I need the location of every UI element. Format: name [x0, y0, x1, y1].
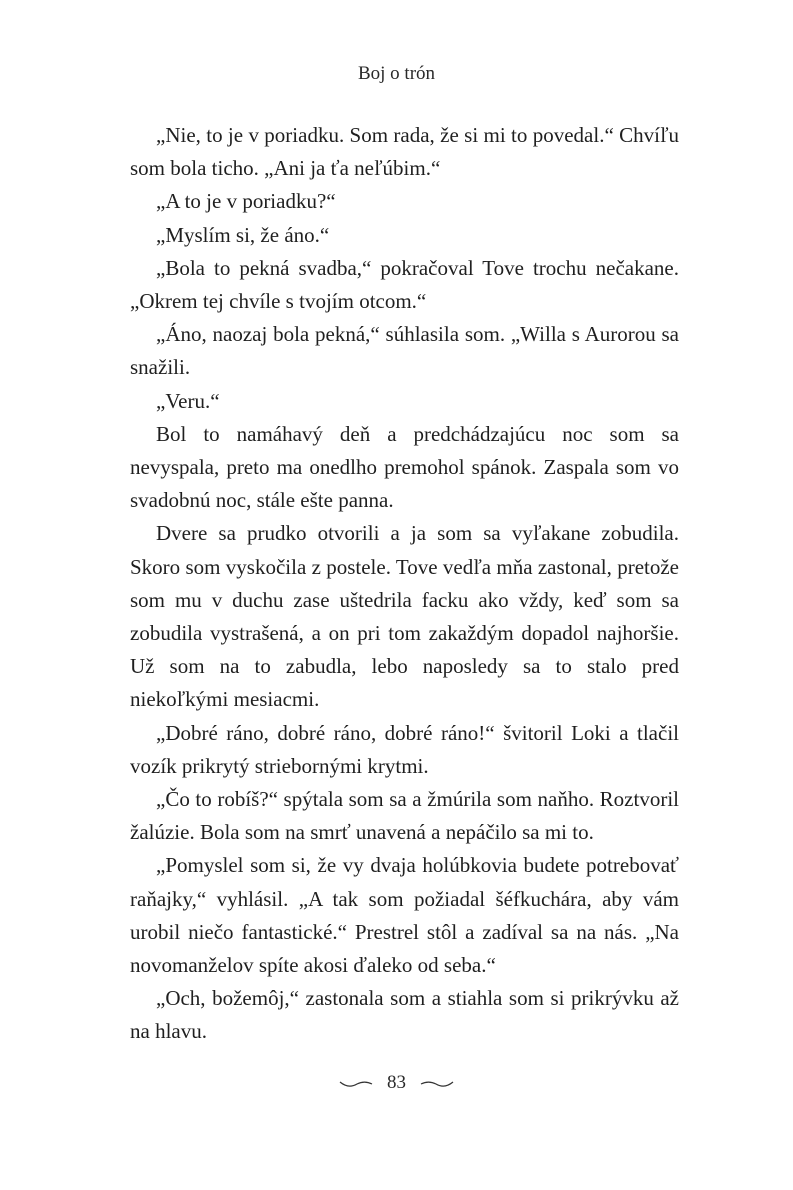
paragraph-9: „Dobré ráno, dobré ráno, dobré ráno!“ švitoril Loki a tlačil vozík prikrytý striebornými krytmi.	[130, 720, 679, 778]
paragraph-7: Bol to namáhavý deň a predchádzajúcu noc som sa nevyspala, preto ma onedlho premohol spánok. Zaspala som vo svadobnú noc, stále ešte panna.	[130, 421, 679, 513]
paragraph-5: „Áno, naozaj bola pekná,“ súhlasila som. „Willa s Aurorou sa snažili.	[130, 322, 679, 380]
paragraph-1: „Nie, to je v poriadku. Som rada, že si mi to povedal.“ Chvíľu som bola ticho. „Ani ja ťa neľúbim.“	[130, 123, 679, 181]
page-footer	[0, 1068, 793, 1098]
paragraph-3: „Myslím si, že áno.“	[156, 222, 330, 247]
paragraph-6: „Veru.“	[156, 388, 220, 413]
paragraph-10: „Čo to robíš?“ spýtala som sa a žmúrila som naňho. Roztvoril žalúzie. Bola som na smrť unavená a nepáčilo sa mi to.	[130, 787, 679, 845]
paragraph-2: „A to je v poriadku?“	[156, 189, 336, 214]
paragraph-4: „Bola to pekná svadba,“ pokračoval Tove trochu nečakane. „Okrem tej chvíle s tvojím otcom.“	[130, 255, 679, 314]
page-number: 83	[387, 1072, 406, 1093]
running-header	[0, 62, 793, 86]
right-swash-ornament	[420, 1078, 454, 1088]
body-text	[130, 119, 679, 1049]
paragraph-8: Dvere sa prudko otvorili a ja som sa vyľakane zobudila. Skoro som vyskočila z postele. Tove vedľa mňa zastonal, pretože som mu v duchu zase uštedrila facku ako vždy, keď som sa zobudila vystrašená, a on pri tom zakaždým dopadol najhoršie. Už som na to zabudla, lebo naposledy sa to stalo pred niekoľkými mesiacmi.	[130, 521, 679, 712]
left-swash-ornament	[339, 1078, 373, 1088]
paragraph-12: „Och, božemôj,“ zastonala som a stiahla som si prikrývku až na hlavu.	[130, 986, 679, 1044]
book-title: Boj o trón	[357, 63, 436, 84]
paragraph-11: „Pomyslel som si, že vy dvaja holúbkovia budete potrebovať raňajky,“ vyhlásil. „A tak som požiadal šéfkuchára, aby vám urobil niečo fantastické.“ Prestrel stôl a zadíval sa na nás. „Na novomanželov spíte akosi ďaleko od seba.“	[130, 853, 679, 978]
